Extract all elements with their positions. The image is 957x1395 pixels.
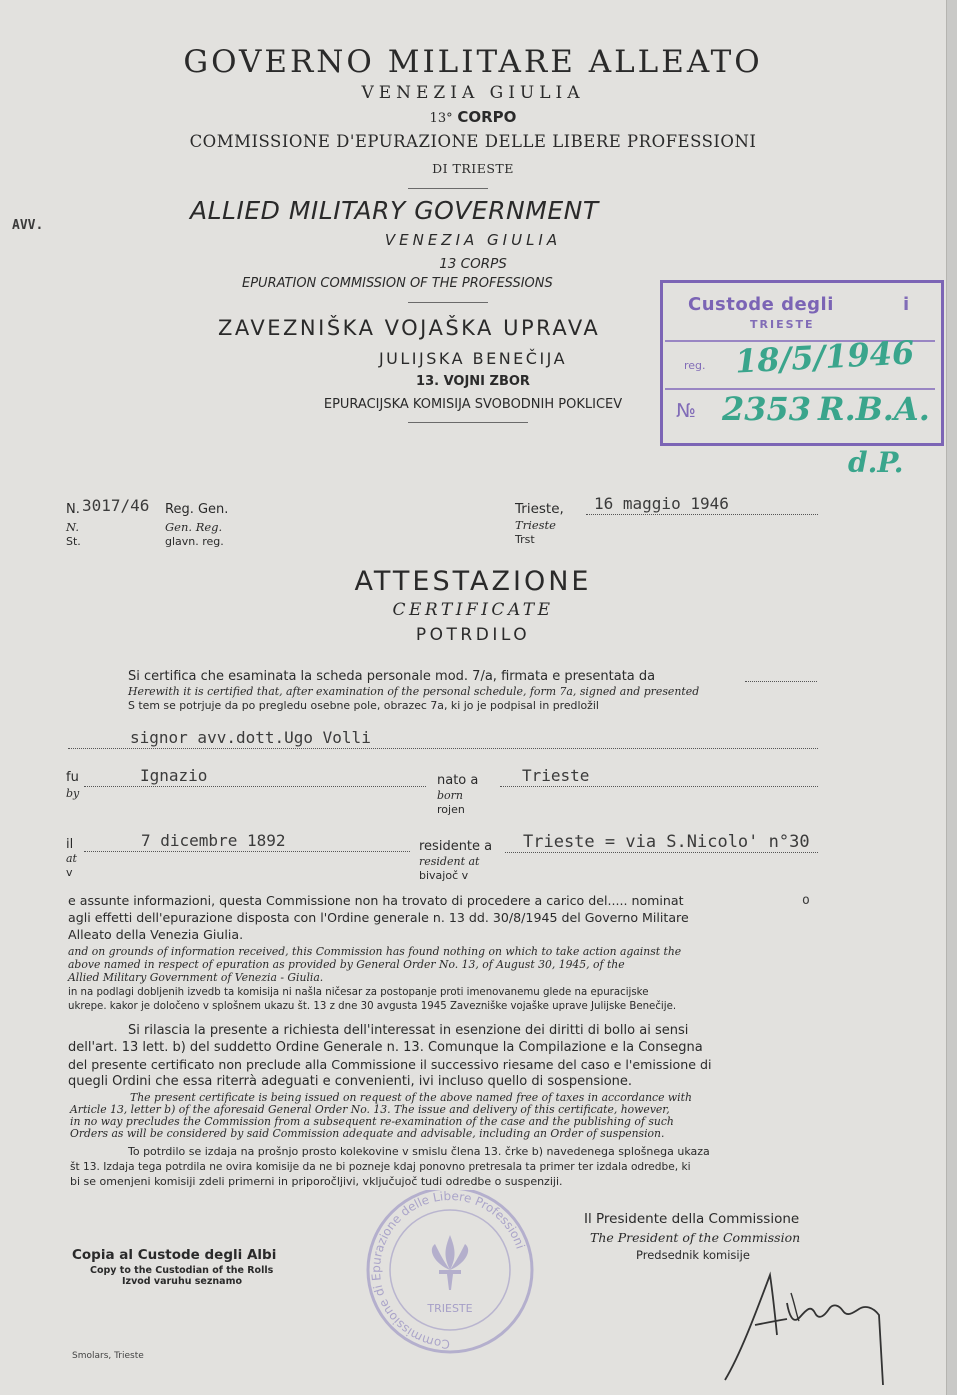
header-sl-corps: 13. VOJNI ZBOR xyxy=(416,374,530,389)
custode-stamp-initials: R.B.A. xyxy=(818,390,930,428)
header-en-region: VENEZIA GIULIA xyxy=(384,231,562,249)
born-place: Trieste xyxy=(522,766,590,785)
header-it-title: GOVERNO MILITARE ALLEATO xyxy=(183,44,763,80)
place-label-sl: Trst xyxy=(515,533,535,546)
father-label-it: fu xyxy=(66,770,79,785)
body-it-1-suffix: o xyxy=(802,893,810,908)
person-name: signor avv.dott.Ugo Volli xyxy=(130,728,371,747)
registry-n-en: N. xyxy=(66,520,79,534)
header-divider-2 xyxy=(408,302,488,303)
intro-dotted-line xyxy=(745,681,817,682)
header-en-title: ALLIED MILITARY GOVERNMENT xyxy=(190,196,599,225)
residence: Trieste = via S.Nicolo' n°30 xyxy=(523,832,810,852)
doc-title-it: ATTESTAZIONE xyxy=(354,566,592,597)
body-sl-2-line: bi se omenjeni komisiji zdeli primerni in priporočljivi, vključujoč tudi odredbe o suspenziji. xyxy=(70,1175,563,1188)
header-it-corps xyxy=(0,108,946,126)
body-sl-2-line: To potrdilo se izdaja na prošnjo prosto kolekovine v smislu člena 13. črke b) navedenega splošnega ukaza xyxy=(128,1145,710,1158)
body-en-2-line: Article 13, letter b) of the aforesaid General Order No. 13. The issue and delivery of this certificate, however, xyxy=(70,1103,670,1116)
header-sl-region: JULIJSKA BENEČIJA xyxy=(378,349,568,368)
header-divider-1 xyxy=(408,188,488,189)
residence-label-sl: bivajoč v xyxy=(419,869,469,882)
header-en-corps: 13 CORPS xyxy=(439,256,507,272)
birth-date-dotted-line xyxy=(84,851,410,852)
round-stamp-center: TRIESTE xyxy=(427,1302,473,1315)
body-it-1-line: e assunte informazioni, questa Commissione non ha trovato di procedere a carico del..... nominat xyxy=(68,893,684,908)
body-sl-1-line: in na podlagi dobljenih izvedb ta komisija ni našla ničesar za postopanje proti imenovanemu glede na epuracijske xyxy=(68,987,649,998)
intro-it: Si certifica che esaminata la scheda personale mod. 7/a, firmata e presentata da xyxy=(128,669,656,684)
body-it-2-line: Si rilascia la presente a richiesta dell'interessat in esenzione dei diritti di bollo ai sensi xyxy=(128,1023,689,1038)
custode-stamp-line2: TRIESTE xyxy=(750,318,815,331)
custode-stamp-initials-2: d.P. xyxy=(848,446,904,479)
body-it-2-line: dell'art. 13 lett. b) del suddetto Ordine Generale n. 13. Comunque la Compilazione e la Consegna xyxy=(68,1040,703,1055)
date-label-it: il xyxy=(66,837,74,852)
custode-stamp-number-mark: № xyxy=(676,400,696,422)
father-name: Ignazio xyxy=(140,766,208,785)
body-en-1-line: and on grounds of information received, this Commission has found nothing on which to take action against the xyxy=(68,945,682,958)
custode-stamp-line1: Custode degli xyxy=(688,294,834,315)
born-label-en: born xyxy=(437,789,464,802)
president-it: Il Presidente della Commissione xyxy=(584,1211,800,1227)
header-divider-3 xyxy=(408,422,528,423)
copy-note-en: Copy to the Custodian of the Rolls xyxy=(90,1265,274,1276)
residence-dotted-line xyxy=(505,852,818,853)
doc-title-en: CERTIFICATE xyxy=(392,600,554,620)
date-label-sl: v xyxy=(66,866,73,879)
header-it-commission: COMMISSIONE D'EPURAZIONE DELLE LIBERE PROFESSIONI xyxy=(189,132,757,151)
header-sl-title: ZAVEZNIŠKA VOJAŠKA UPRAVA xyxy=(218,316,601,340)
date-value: 16 maggio 1946 xyxy=(594,494,729,513)
registry-reg-gen: Reg. Gen. xyxy=(165,502,229,517)
header-it-city: DI TRIESTE xyxy=(432,161,514,176)
registry-number-value: 3017/46 xyxy=(82,496,150,515)
place-label-en: Trieste xyxy=(515,518,556,532)
body-it-2-line: del presente certificato non preclude alla Commissione il successivo riesame del caso e l'emissione di xyxy=(68,1057,712,1072)
born-label-it: nato a xyxy=(437,773,479,788)
copy-note-it: Copia al Custode degli Albi xyxy=(72,1247,277,1263)
birth-date: 7 dicembre 1892 xyxy=(141,831,286,850)
body-sl-2-line: št 13. Izdaja tega potrdila ne ovira komisije da ne bi pozneje kdaj ponovno pretresala ta primer ter izdala odredbe, ki xyxy=(70,1161,691,1173)
body-it-1-line: Alleato della Venezia Giulia. xyxy=(68,927,244,942)
name-dotted-line xyxy=(68,748,818,749)
header-sl-commission: EPURACIJSKA KOMISIJA SVOBODNIH POKLICEV xyxy=(323,397,623,412)
registry-reg-sl: glavn. reg. xyxy=(165,535,224,548)
date-dotted-line xyxy=(586,514,818,515)
body-sl-1-line: ukrepe. kakor je določeno v splošnem ukazu št. 13 z dne 30 avgusta 1945 Zavezniške vojaške uprave Julijske Benečije. xyxy=(68,1001,677,1012)
custode-stamp-date: 18/5/1946 xyxy=(734,333,916,381)
registry-st-sl: St. xyxy=(66,535,81,548)
father-label-en: by xyxy=(66,787,80,800)
printer-credit: Smolars, Trieste xyxy=(72,1351,144,1361)
intro-sl: S tem se potrjuje da po pregledu osebne pole, obrazec 7a, ki jo je podpisal in predložil xyxy=(128,699,599,712)
body-en-2-line: in no way precludes the Commission from a subsequent re-examination of the case and the publishing of such xyxy=(70,1115,674,1128)
round-stamp-ring-text: Commissione di Epurazione delle Libere Professioni xyxy=(369,1190,528,1352)
body-it-2-line: quegli Ordini che essa riterrà adeguati e convenienti, ivi incluso quello di sospensione. xyxy=(68,1074,633,1089)
registry-number-label: N. xyxy=(66,502,80,517)
registry-reg-en: Gen. Reg. xyxy=(165,520,223,534)
round-stamp xyxy=(355,1190,545,1360)
fleur-de-lis-icon xyxy=(432,1235,468,1290)
body-en-1-line: above named in respect of epuration as provided by General Order No. 13, of August 30, 1945, of the xyxy=(68,958,625,971)
body-it-1-line: agli effetti dell'epurazione disposta con l'Ordine generale n. 13 dd. 30/8/1945 del Governo Militare xyxy=(68,910,689,925)
custode-stamp-line1-tail: i xyxy=(903,294,910,315)
header-it-corps-num: 13° xyxy=(429,111,453,126)
president-signature xyxy=(715,1255,905,1395)
residence-label-it: residente a xyxy=(419,839,493,854)
father-dotted-line xyxy=(84,786,426,787)
copy-note-sl: Izvod varuhu seznamo xyxy=(122,1276,243,1287)
margin-mark: AVV. xyxy=(12,218,44,233)
header-en-commission: EPURATION COMMISSION OF THE PROFESSIONS xyxy=(242,276,553,291)
born-dotted-line xyxy=(500,786,818,787)
intro-en: Herewith it is certified that, after examination of the personal schedule, form 7a, signed and presented xyxy=(128,685,700,698)
custode-stamp-reg: reg. xyxy=(684,359,706,372)
custode-stamp-number: 2353 xyxy=(722,390,812,428)
body-en-2-line: The present certificate is being issued on request of the above named free of taxes in accordance with xyxy=(130,1091,692,1104)
header-it-corps-word: CORPO xyxy=(457,108,517,126)
president-sl: Predsednik komisije xyxy=(636,1248,750,1262)
body-en-2-line: Orders as will be considered by said Commission adequate and advisable, including an Order of suspension. xyxy=(70,1127,665,1140)
date-label-en: at xyxy=(66,852,77,865)
body-en-1-line: Allied Military Government of Venezia - Giulia. xyxy=(68,971,324,984)
residence-label-en: resident at xyxy=(419,855,480,868)
president-en: The President of the Commission xyxy=(590,1230,801,1245)
born-label-sl: rojen xyxy=(437,803,465,816)
place-label-it: Trieste, xyxy=(515,501,564,517)
header-it-region: VENEZIA GIULIA xyxy=(361,83,585,103)
doc-title-sl: POTRDILO xyxy=(415,625,531,645)
